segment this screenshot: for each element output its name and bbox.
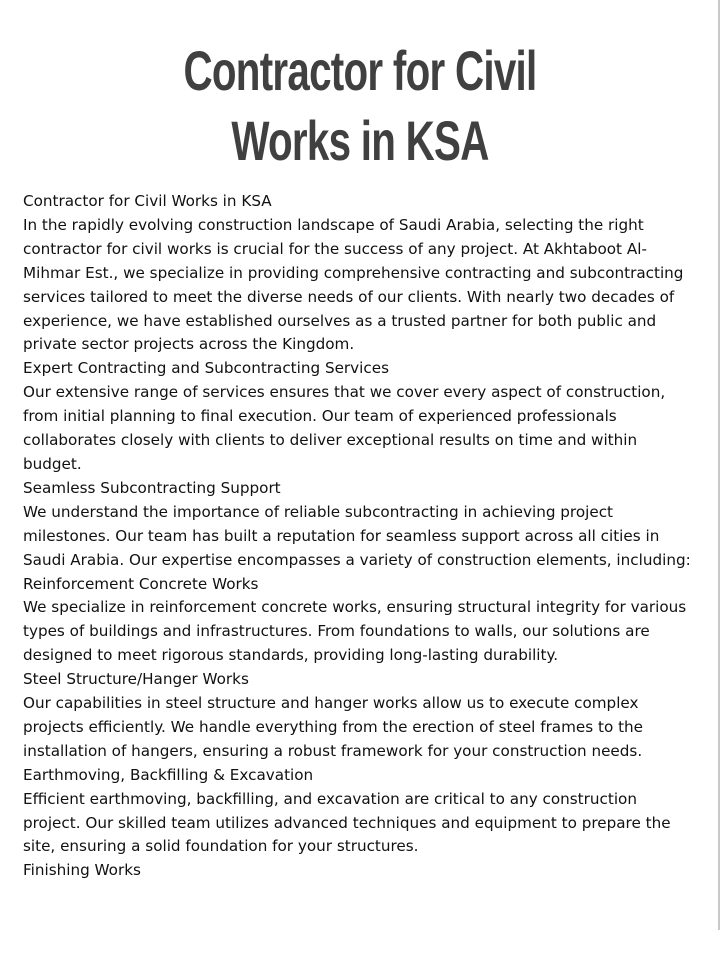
- section-body-subcontracting-support: We understand the importance of reliable subcontracting in achieving project milestones. Our team has built a reputation for seamless support across all cities in Saudi Arabia. Our expertise encompasses a variety of construction elements, including:: [23, 502, 691, 569]
- section-heading-subcontracting-support: Seamless Subcontracting Support: [23, 478, 281, 497]
- section-body-reinforcement-concrete: We specialize in reinforcement concrete works, ensuring structural integrity for various types of buildings and infrastructures. From foundations to walls, our solutions are designed to meet rigorous standards, providing long-lasting durability.: [23, 598, 687, 665]
- page-title-line-1: Contractor for Civil: [183, 39, 537, 102]
- article-heading: Contractor for Civil Works in KSA: [23, 192, 272, 210]
- page-title: [101, 36, 619, 176]
- section-heading-finishing-works: Finishing Works: [23, 861, 141, 880]
- section-heading-expert-contracting: Expert Contracting and Subcontracting Services: [23, 359, 389, 378]
- section-body-steel-structure: Our capabilities in steel structure and hanger works allow us to execute complex projects efficiently. We handle everything from the erection of steel frames to the installation of hangers, ensuring a robust framework for your construction needs.: [23, 694, 643, 760]
- section-heading-earthmoving: Earthmoving, Backfilling & Excavation: [23, 765, 314, 784]
- section-heading-reinforcement-concrete: Reinforcement Concrete Works: [23, 574, 259, 593]
- section-heading-steel-structure: Steel Structure/Hanger Works: [23, 670, 249, 689]
- section-body-expert-contracting: Our extensive range of services ensures that we cover every aspect of construction, from initial planning to final execution. Our team of experienced professionals collaborates closely with clients to deliver exceptional results on time and within budget.: [23, 383, 666, 473]
- section-body-earthmoving: Efficient earthmoving, backfilling, and excavation are critical to any construction project. Our skilled team utilizes advanced techniques and equipment to prepare the site, ensuring a solid foundation for your structures.: [23, 789, 671, 856]
- intro-paragraph: In the rapidly evolving construction landscape of Saudi Arabia, selecting the right contractor for civil works is crucial for the success of any project. At Akhtaboot Al-Mihmar Est., we specialize in providing comprehensive contracting and subcontracting services tailored to meet the diverse needs of our clients. With nearly two decades of experience, we have established ourselves as a trusted partner for both public and private sector projects across the Kingdom.: [23, 215, 684, 354]
- page-title-line-2: Works in KSA: [231, 109, 489, 172]
- article-body: [23, 190, 695, 883]
